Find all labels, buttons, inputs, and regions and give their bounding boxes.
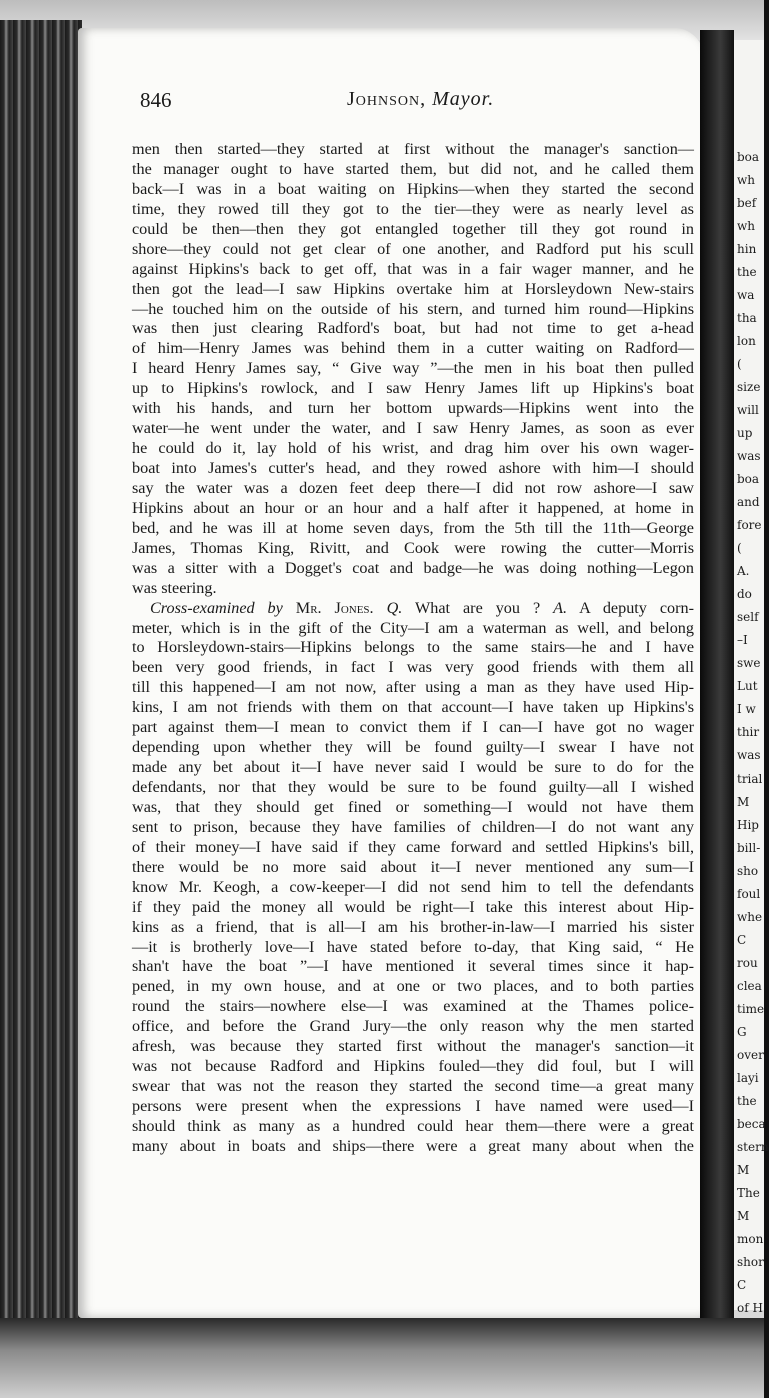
text-line: persons were present when the expressions I have named were used—I xyxy=(132,1097,694,1115)
facing-page-text-fragment: boa xyxy=(737,472,760,487)
facing-page-text-fragment: M xyxy=(737,1162,750,1177)
cross-examination-lead-line xyxy=(132,599,694,619)
facing-page-text-fragment: the xyxy=(737,265,757,280)
text-line: defendants, nor that they would be sure to be found guilty—all I wished xyxy=(132,778,694,796)
facing-page-text-fragment: was xyxy=(737,449,761,464)
facing-page-text-fragment: Lut xyxy=(737,679,758,694)
facing-page-text-fragment: fore xyxy=(737,518,762,533)
text-line: swear that was not the reason they started the second time—a great many xyxy=(132,1077,694,1096)
text-line: men then started—they started at first without the manager's sanction— xyxy=(132,140,694,158)
facing-page-text-fragment: foul xyxy=(737,886,761,901)
text-line: could be then—then they got entangled together till they got round in xyxy=(132,219,694,238)
text-line: made any bet about it—I have never said I would be sure to do for the xyxy=(132,758,694,777)
text-line: know Mr. Keogh, a cow-keeper—I did not send him to tell the defendants xyxy=(132,877,694,896)
facing-page-text-fragment: shor xyxy=(737,1254,764,1269)
facing-page-text-fragment: wa xyxy=(737,288,755,303)
facing-page-text-fragment: ( xyxy=(737,541,742,556)
facing-page-text-fragment: self xyxy=(737,610,759,625)
text-line: depending upon whether they will be found guilty—I swear I have not xyxy=(132,738,694,757)
facing-page-text-fragment: hin xyxy=(737,242,757,257)
text-line: shore—they could not get clear of one another, and Radford put his scull xyxy=(132,239,694,258)
text-line: pened, in my own house, and at one or two places, and to both parties xyxy=(132,977,694,996)
facing-page-text-fragment: M xyxy=(737,794,750,809)
text-line: of their money—I have said if they came forward and settled Hipkins's bill, xyxy=(132,837,694,856)
facing-page-text-fragment: wh xyxy=(737,173,755,188)
running-head-author: Johnson, xyxy=(347,88,427,110)
text-line: —it is brotherly love—I have stated before to-day, that King said, “ He xyxy=(132,937,694,956)
question-mark: Q. xyxy=(386,598,403,617)
testimony-text xyxy=(132,140,694,1157)
facing-page-text-fragment: mon xyxy=(737,1231,764,1246)
text-line: afresh, was because they started first without the manager's sanction—it xyxy=(132,1037,694,1056)
text-line: part against them—I mean to convict them if I can—I have got no wager xyxy=(132,718,694,737)
facing-page-text-fragment: size xyxy=(737,380,761,395)
facing-page-text-fragment: of H xyxy=(737,1300,763,1315)
text-line: been very good friends, in fact I was very good friends with them all xyxy=(132,658,694,677)
text-line: up to Hipkins's rowlock, and I saw Henry James lift up Hipkins's boat xyxy=(132,379,694,398)
text-line: he could do it, lay hold of his wrist, and drag him over his own wager- xyxy=(132,439,694,458)
text-line: many about in boats and ships—there were a great many about when the xyxy=(132,1136,694,1155)
facing-page-text-fragment: lon xyxy=(737,334,756,349)
scan-bottom-shadow xyxy=(0,1318,764,1398)
facing-page-text-fragment: will xyxy=(737,403,759,418)
running-head-title: Mayor. xyxy=(432,88,495,110)
facing-page-text-fragment: C xyxy=(737,932,747,947)
page-number: 846 xyxy=(140,88,172,112)
text-line: then got the lead—I saw Hipkins overtake him at Horsleydown New-stairs xyxy=(132,279,694,298)
facing-page-text-fragment: bef xyxy=(737,196,757,211)
text-line: James, Thomas King, Rivitt, and Cook were rowing the cutter—Morris xyxy=(132,538,694,557)
facing-page-text-fragment: clea xyxy=(737,978,762,993)
text-line: to Horsleydown-stairs—Hipkins belongs to the same stairs—he and I have xyxy=(132,638,694,657)
answer-text: A deputy corn- xyxy=(579,598,694,617)
facing-page-text-fragment: do xyxy=(737,587,752,602)
facing-page-text-fragment: over xyxy=(737,1047,764,1062)
facing-page-text-fragment: the xyxy=(737,1093,757,1108)
text-line: was, that they should get fined or something—I would not have them xyxy=(132,797,694,816)
text-line: office, and before the Grand Jury—the only reason why the men started xyxy=(132,1017,694,1036)
facing-page-text-fragment: Hip xyxy=(737,817,759,832)
facing-page-text-fragment: tha xyxy=(737,311,757,326)
text-line: time, they rowed till they got to the tier—they were as nearly level as xyxy=(132,199,694,218)
text-line: was then just clearing Radford's boat, but had not time to get a-head xyxy=(132,319,694,338)
text-line: of him—Henry James was behind them in a cutter waiting on Radford— xyxy=(132,339,694,358)
facing-page-fragment xyxy=(734,40,769,1315)
facing-page-text-fragment: wh xyxy=(737,219,755,234)
running-head xyxy=(347,88,494,111)
facing-page-text-fragment: boa xyxy=(737,150,760,164)
facing-page-text-fragment: –I xyxy=(737,633,748,648)
facing-page-text-fragment: whe xyxy=(737,909,763,924)
page-header xyxy=(140,88,690,118)
text-line: till this happened—I am not now, after using a man as they have used Hip- xyxy=(132,678,694,697)
facing-page-text-fragment: ( xyxy=(737,357,742,372)
text-line: was steering. xyxy=(132,578,217,597)
cross-examined-label: Cross-examined by xyxy=(150,598,283,617)
facing-page-text-fragment: sho xyxy=(737,863,759,878)
text-line: was a sitter with a Dogget's coat and badge—he was doing nothing—Legon xyxy=(132,558,694,577)
text-line: there would be no more said about it—I never mentioned any sum—I xyxy=(132,857,694,876)
book-spine-edge xyxy=(0,20,82,1325)
facing-page-text-fragment: A. xyxy=(737,564,750,579)
facing-page-text-fragment: trial xyxy=(737,771,763,786)
text-line: should think as many as a hundred could hear them—there were a great xyxy=(132,1116,694,1135)
text-line: say the water was a dozen feet deep there—I did not row ashore—I saw xyxy=(132,478,694,497)
text-line: with his hands, and turn her bottom upwards—Hipkins went into the xyxy=(132,399,694,418)
text-line: —he touched him on the outside of his stern, and turned him round—Hipkins xyxy=(132,299,694,318)
facing-page-text-fragment: beca xyxy=(737,1116,766,1131)
text-line: water—he went under the water, and I saw Henry James, as soon as ever xyxy=(132,419,694,438)
text-line: I heard Henry James say, “ Give way ”—the men in his boat then pulled xyxy=(132,359,694,378)
facing-page-text-fragment: was xyxy=(737,748,761,763)
book-gutter xyxy=(700,30,734,1320)
facing-page-text-fragment: bill- xyxy=(737,840,761,855)
text-line: Hipkins about an hour or an hour and a half after it happened, at home in xyxy=(132,498,694,517)
facing-page-text-fragment: swe xyxy=(737,656,761,671)
question-text: What are you ? xyxy=(414,598,541,617)
text-line: boat into James's cutter's head, and they rowed ashore with him—I should xyxy=(132,459,694,477)
text-line: back—I was in a boat waiting on Hipkins—when they started the second xyxy=(132,179,694,198)
text-line: sent to prison, because they have families of children—I do not want any xyxy=(132,817,694,836)
facing-page-text-fragment: thir xyxy=(737,725,760,740)
text-line: against Hipkins's back to get off, that was in a fair wager manner, and he xyxy=(132,259,694,278)
text-line: meter, which is in the gift of the City—I am a waterman as well, and belong xyxy=(132,618,694,637)
facing-page-text-fragment: stern xyxy=(737,1139,769,1154)
facing-page-text-fragment: rou xyxy=(737,955,758,970)
text-line: shan't have the boat ”—I have mentioned it several times since it hap- xyxy=(132,957,694,976)
facing-page-text-fragment: up xyxy=(737,426,753,441)
text-line: bed, and he was ill at home seven days, from the 5th till the 11th—George xyxy=(132,518,694,537)
facing-page-text-fragment: time xyxy=(737,1001,765,1016)
counsel-name: Mr. Jones. xyxy=(295,598,374,617)
text-line: round the stairs—nowhere else—I was examined at the Thames police- xyxy=(132,997,694,1016)
facing-page-text-fragment: I w xyxy=(737,702,756,717)
facing-page-text-fragment: G xyxy=(737,1024,747,1039)
facing-page-text-fragment: M xyxy=(737,1208,750,1223)
text-line: was not because Radford and Hipkins fouled—they did foul, but I will xyxy=(132,1057,694,1076)
answer-mark: A. xyxy=(553,598,568,617)
text-line: the manager ought to have started them, but did not, and he called them xyxy=(132,159,694,178)
facing-page-text-fragment: and xyxy=(737,495,760,510)
facing-page-text-fragment: C xyxy=(737,1277,747,1292)
facing-page-text-fragment: The xyxy=(737,1185,760,1200)
text-line: if they paid the money all would be right—I take this interest about Hip- xyxy=(132,897,694,916)
text-line: kins as a friend, that is all—I am his brother-in-law—I married his sister xyxy=(132,917,694,936)
facing-page-text-fragment: layi xyxy=(737,1070,759,1085)
text-line: kins, I am not friends with them on that account—I have taken up Hipkins's xyxy=(132,698,694,717)
